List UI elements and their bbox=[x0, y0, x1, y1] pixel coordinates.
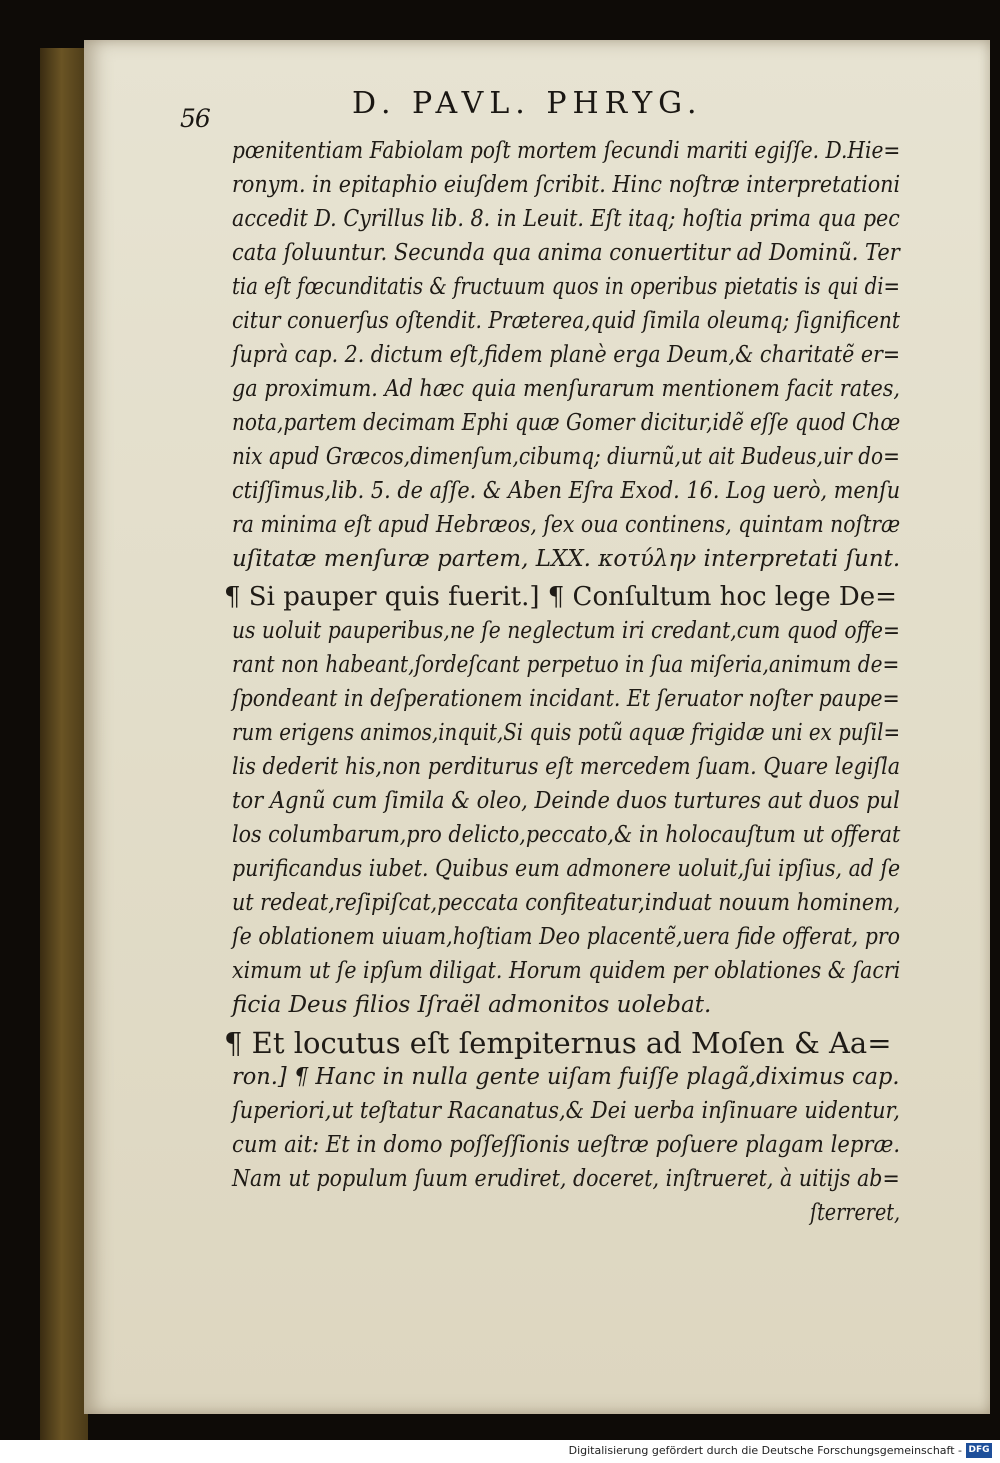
catchword: ſterreret, bbox=[810, 1200, 901, 1226]
text-line: purificandus iubet. Quibus eum admonere uoluit,ſui ipſius, ad ſe bbox=[232, 856, 901, 882]
text-line: ra minima eſt apud Hebræos, ſex oua continens, quintam noſtræ bbox=[232, 512, 901, 538]
text-line: ſe oblationem uiuam,hoſtiam Deo placentẽ,uera fide offerat, pro bbox=[232, 924, 901, 950]
text-line: ximum ut ſe ipſum diligat. Horum quidem per oblationes & ſacri bbox=[232, 958, 901, 984]
text-line: nix apud Græcos,dimenſum,cibumq; diurnũ,ut ait Budeus,uir do= bbox=[232, 444, 900, 470]
text-line: uſitatæ menſuræ partem, LXX. κοτύλην interpretati ſunt. bbox=[232, 546, 901, 572]
text-line: nota,partem decimam Ephi quæ Gomer dicitur,idẽ eſſe quod Chœ bbox=[232, 410, 901, 436]
text-line: ſpondeant in deſperationem incidant. Et ſeruator noſter paupe= bbox=[232, 686, 900, 712]
text-line: tor Agnũ cum ſimila & oleo, Deinde duos turtures aut duos pul bbox=[232, 788, 900, 814]
text-line: ficia Deus filios Iſraël admonitos uolebat. bbox=[232, 992, 712, 1018]
lemma-heading: ¶ Et locutus eſt ſempiternus ad Moſen & Aa= bbox=[224, 1026, 892, 1060]
text-line: us uoluit pauperibus,ne ſe neglectum iri credant,cum quod offe= bbox=[232, 618, 900, 644]
page-number: 56 bbox=[180, 104, 210, 133]
text-line: rant non habeant,ſordeſcant perpetuo in ſua miſeria,animum de= bbox=[232, 652, 900, 678]
text-line: accedit D. Cyrillus lib. 8. in Leuit. Eſt itaq; hoſtia prima qua pec bbox=[232, 206, 900, 232]
text-line: tia eſt fœcunditatis & fructuum quos in operibus pietatis is qui di= bbox=[232, 274, 901, 300]
footer-bar bbox=[0, 1440, 1000, 1463]
text-line: ſuperiori,ut teſtatur Racanatus,& Dei uerba inſinuare uidentur, bbox=[232, 1098, 900, 1124]
text-line: Nam ut populum ſuum erudiret, doceret, inſtrueret, à uitijs ab= bbox=[232, 1166, 900, 1192]
text-line: rum erigens animos,inquit,Si quis potũ aquæ frigidæ uni ex puſil= bbox=[232, 720, 901, 746]
book-binding-edge bbox=[40, 48, 88, 1440]
text-line: cum ait: Et in domo poſſeſſionis ueſtræ poſuere plagam lepræ. bbox=[232, 1132, 901, 1158]
text-line: ut redeat,reſipiſcat,peccata confiteatur,induat nouum hominem, bbox=[232, 890, 901, 916]
text-line: cata ſoluuntur. Secunda qua anima conuertitur ad Dominũ. Ter bbox=[232, 240, 900, 266]
dfg-logo: DFG bbox=[966, 1443, 992, 1458]
funding-credit: Digitalisierung gefördert durch die Deutsche Forschungsgemeinschaft - bbox=[568, 1444, 962, 1457]
text-line: ronym. in epitaphio eiuſdem ſcribit. Hinc noſtræ interpretationi bbox=[232, 172, 901, 198]
text-line: los columbarum,pro delicto,peccato,& in holocauſtum ut offerat bbox=[232, 822, 901, 848]
lemma-heading: ¶ Si pauper quis fuerit.] ¶ Conſultum hoc lege De= bbox=[224, 582, 897, 612]
text-line: ron.] ¶ Hanc in nulla gente uiſam fuiſſe plagã,diximus cap. bbox=[232, 1064, 900, 1090]
text-line: ga proximum. Ad hæc quia menſurarum mentionem facit rates, bbox=[232, 376, 901, 402]
text-line: ſuprà cap. 2. dictum eſt,fidem planè erga Deum,& charitatẽ er= bbox=[232, 342, 901, 368]
text-line: citur conuerſus oſtendit. Præterea,quid ſimila oleumq; ſignificent bbox=[232, 308, 900, 334]
text-line: pœnitentiam Fabiolam poſt mortem ſecundi mariti egiſſe. D.Hie= bbox=[232, 138, 901, 164]
text-line: lis dederit his,non perditurus eſt mercedem ſuam. Quare legiſla bbox=[232, 754, 901, 780]
text-line: ctiſſimus,lib. 5. de aſſe. & Aben Eſra Exod. 16. Log uerò, menſu bbox=[232, 478, 901, 504]
running-head: D. PAVL. PHRYG. bbox=[352, 86, 703, 121]
